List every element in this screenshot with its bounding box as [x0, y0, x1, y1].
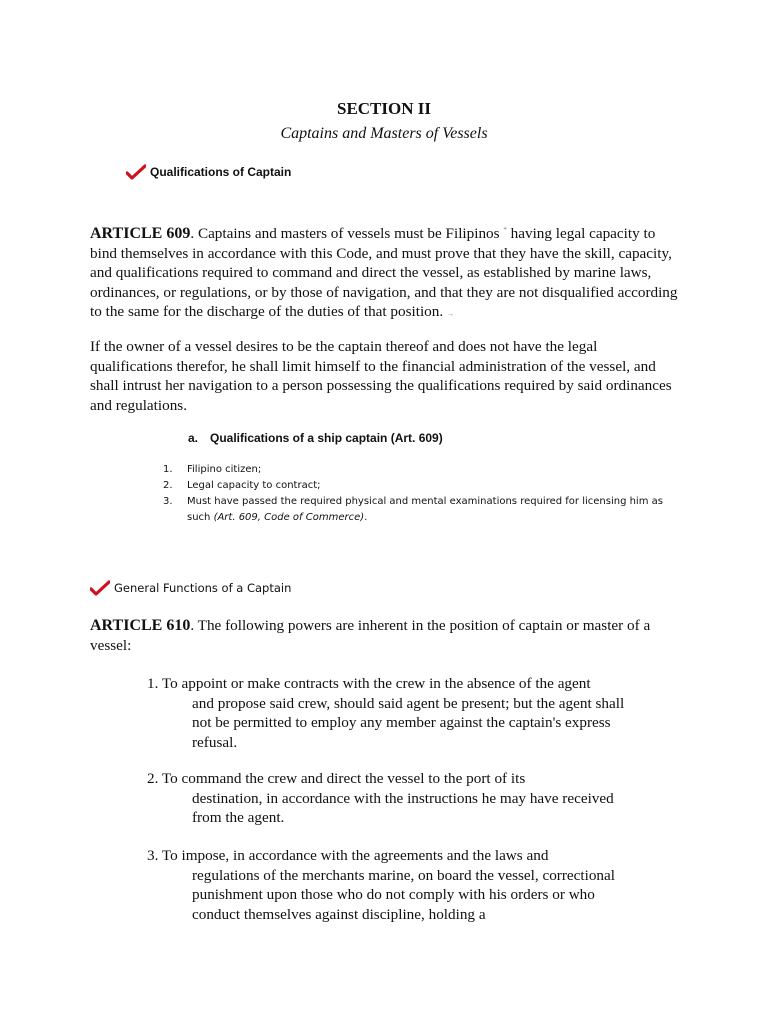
power-continuation: regulations of the merchants marine, on board the vessel, correctional punishment upon those who do not comply with his orders or who conduct themselves against discipline, holding a	[192, 866, 615, 923]
article-610-paragraph	[90, 616, 682, 655]
list-item	[163, 494, 683, 526]
subheading-title: Qualifications of a ship captain (Art. 609)	[210, 431, 443, 445]
check-icon	[126, 164, 146, 180]
power-continuation: destination, in accordance with the instructions he may have received from the agent.	[192, 789, 614, 826]
heading-label: Qualifications of Captain	[150, 165, 292, 179]
citation: (Art. 609, Code of Commerce)	[213, 512, 365, 523]
qualifications-subheading	[188, 431, 443, 445]
article-609-paragraph	[90, 221, 682, 325]
power-item	[147, 674, 637, 752]
article-609-text-b: having legal capacity to bind themselves in accordance with this Code, and must prove that they have the skill, capacity, and qualifications required to command and direct the vessel, as established by marine laws, ordinances, or regulations, or by those of navigation, and that they are not disqualified according to the same for the discharge of the duties of that position.	[90, 225, 678, 321]
list-number: 3.	[163, 496, 173, 507]
list-number: 2.	[163, 480, 173, 491]
owner-paragraph: If the owner of a vessel desires to be the captain thereof and does not have the legal qualifications therefor, he shall limit himself to the financial administration of the vessel, and shall intrust her navigation to a person possessing the qualifications required by said ordinances and regulations.	[90, 338, 672, 414]
list-item	[163, 462, 683, 478]
list-text: Filipino citizen;	[187, 464, 262, 475]
heading-label: General Functions of a Captain	[114, 581, 292, 595]
heading-qualifications-of-captain	[126, 164, 291, 180]
power-first-line: 2. To command the crew and direct the vessel to the port of its	[147, 770, 526, 787]
list-number: 1.	[163, 464, 173, 475]
article-610-label: ARTICLE 610	[90, 617, 191, 634]
section-subtitle: Captains and Masters of Vessels	[280, 125, 488, 142]
subheading-letter: a.	[188, 431, 199, 445]
check-icon	[90, 580, 110, 596]
qualifications-list	[163, 462, 683, 526]
power-first-line: 1. To appoint or make contracts with the crew in the absence of the agent	[147, 675, 591, 692]
heading-general-functions	[90, 580, 291, 596]
list-text: Legal capacity to contract;	[187, 480, 321, 491]
list-end: .	[364, 512, 368, 523]
end-marker: →	[446, 310, 454, 319]
list-text: Must have passed the required physical and mental examinations required for licensing him as such	[187, 496, 663, 523]
list-text-container	[187, 494, 683, 526]
section-title: SECTION II	[336, 99, 431, 118]
article-610-text: . The following powers are inherent in the position of captain or master of a vessel:	[90, 617, 651, 654]
list-item	[163, 478, 683, 494]
footnote-marker: *	[503, 226, 507, 234]
power-item	[147, 846, 637, 924]
power-item	[147, 769, 637, 828]
power-continuation: and propose said crew, should said agent be present; but the agent shall not be permitted to employ any member against the captain's express refusal.	[192, 694, 625, 751]
article-609-label: ARTICLE 609	[90, 225, 191, 243]
article-609-text-a: . Captains and masters of vessels must be Filipinos	[190, 225, 500, 243]
power-first-line: 3. To impose, in accordance with the agreements and the laws and	[147, 847, 549, 864]
